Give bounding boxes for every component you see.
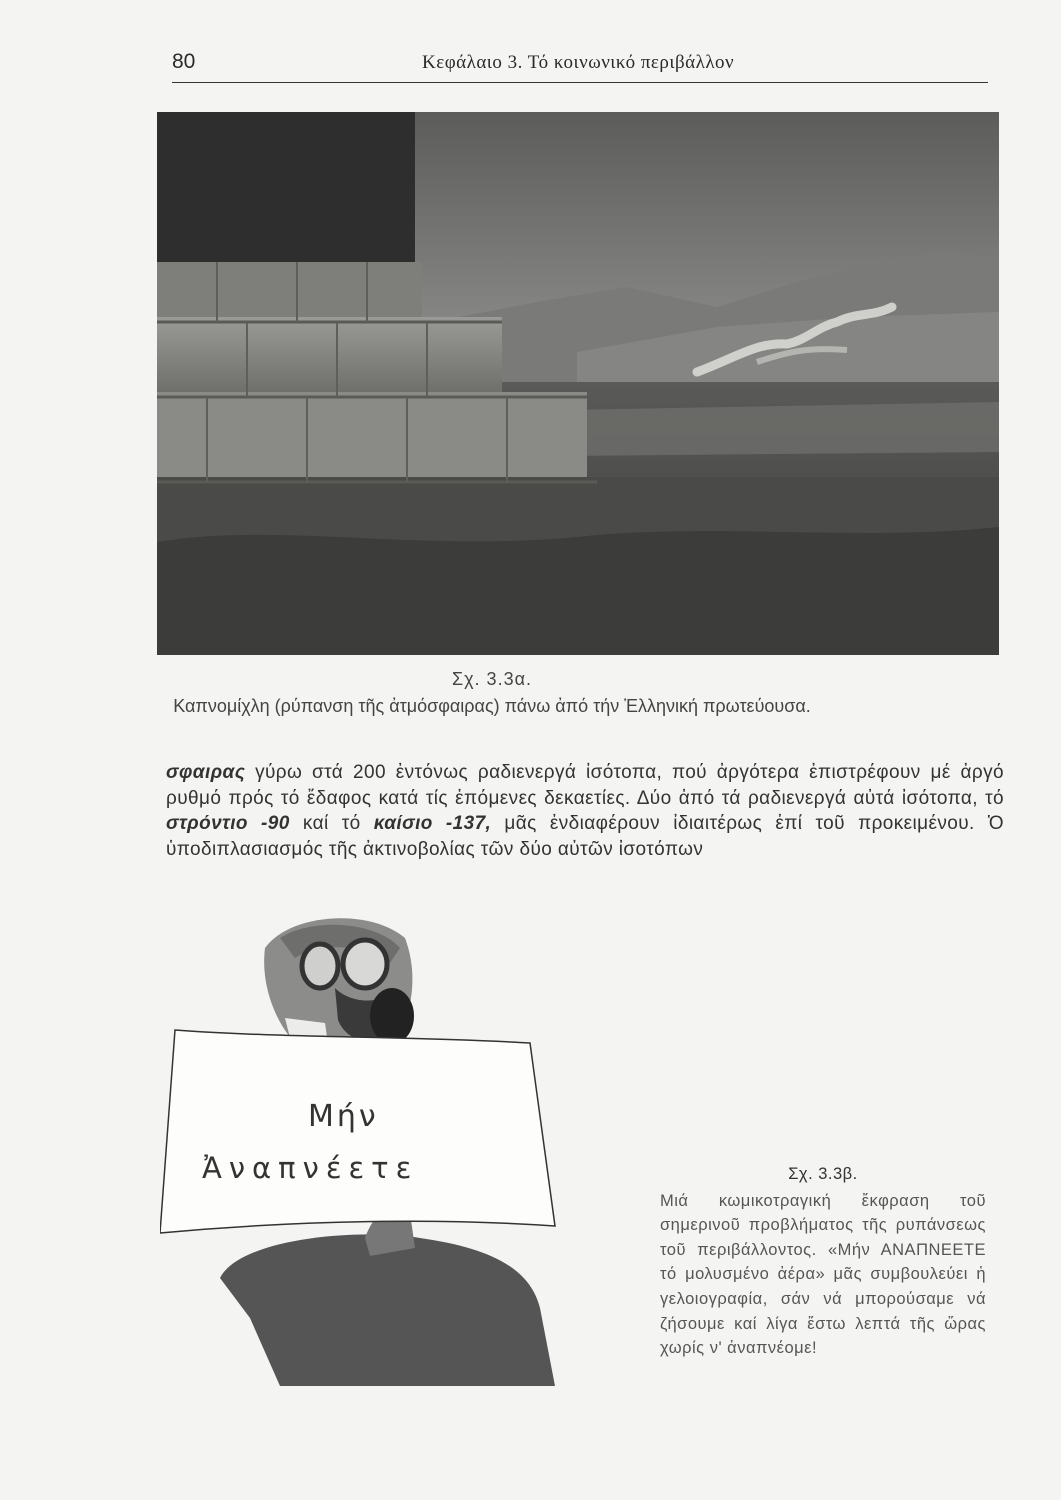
figure-a-id: Σχ. 3.3α. [451,669,532,689]
page-number: 80 [172,50,196,73]
smog-photograph [157,112,999,655]
term-cesium: καίσιο -137, [373,813,492,834]
gas-mask-cartoon [160,908,600,1386]
sign-text-line1: Μήν [308,1099,379,1134]
figure-b-id: Σχ. 3.3β. [788,1165,858,1183]
figure-body-shape [220,1234,555,1386]
term-strontium: στρόντιο -90 [166,813,290,834]
body-text-a: γύρω στά 200 ἐντόνως ραδιενεργά ἰσότοπα, πού ἀργότερα ἐπιστρέφουν μέ ἀργό ρυθμό πρός τό ἔδαφος κατά τίς ἑπόμενες δεκαετίες. Δύο ἀπό τά ραδιενεργά αὐτά ἰσότοπα, τό [166,762,1004,809]
figure-a-caption [157,666,827,720]
page-header [172,48,988,83]
figure-b-text: Μιά κωμικοτραγική ἔκφραση τοῦ σημερινοῦ προβλήματος τῆς ρυπάνσεως τοῦ περιβάλλοντος. «Μήν ΑΝΑΠΝΕΕΤΕ τό μολυσμένο ἀέρα» μᾶς συμβουλεύει ἡ γελοιογραφία, σάν νά μπορούσαμε νά ζήσουμε καί λίγα ἔστω λεπτά τῆς ὥρας χωρίς ν' ἀναπνέομε! [660,1191,986,1358]
figure-b-caption [660,1162,986,1361]
mask-filter [370,988,414,1044]
term-sfairas: σφαιρας [166,762,246,783]
body-text-c: μᾶς ἐνδιαφέρουν ἰδιαιτέρως ἐπί τοῦ προκειμένου. Ὁ ὑποδιπλασιασμός τῆς ἀκτινοβολίας τῶν δύο αὐτῶν ἰσοτόπων [166,813,1004,860]
running-head: Κεφάλαιο 3. Τό κοινωνικό περιβάλλον [422,52,735,73]
body-paragraph [166,760,1004,862]
mask-eyepiece-right [343,940,387,988]
sign-text-line2: Ἀναπνέετε [202,1151,419,1185]
body-text-b: καί τό [289,813,374,834]
figure-a-text: Καπνομίχλη (ρύπανση τῆς ἀτμόσφαιρας) πάνω ἀπό τήν Ἑλληνική πρωτεύουσα. [173,696,811,716]
mask-eyepiece-left [302,944,338,988]
